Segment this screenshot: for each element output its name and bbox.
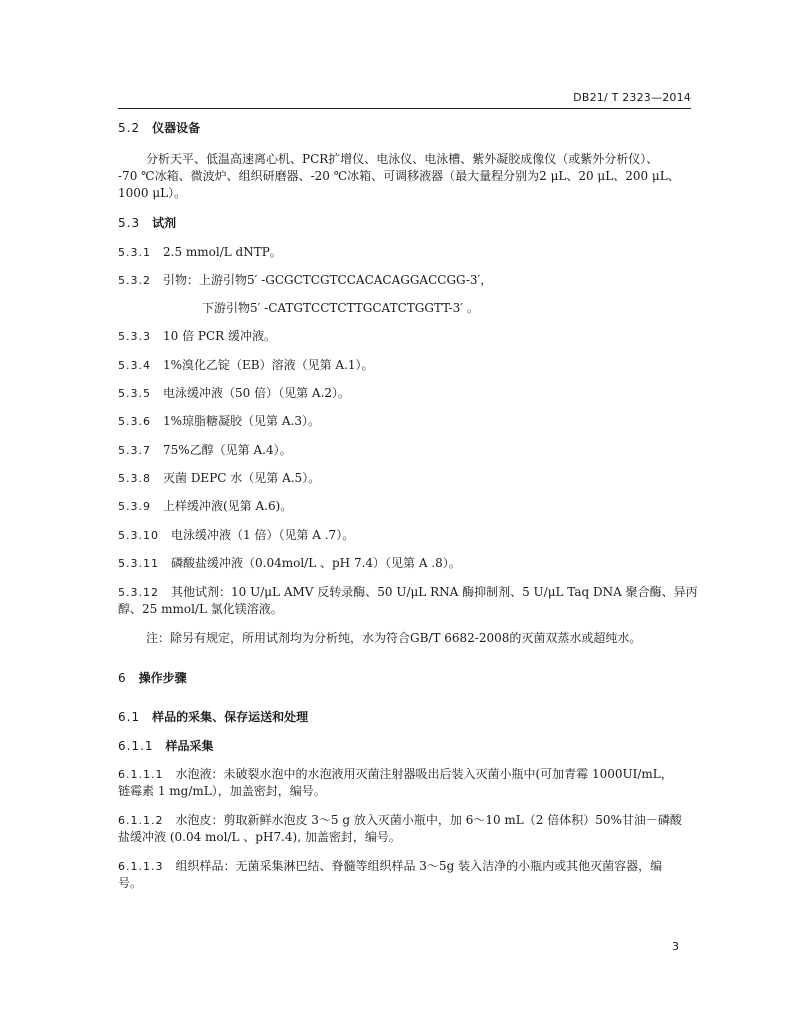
item-text: 水泡液：未破裂水泡中的水泡液用灭菌注射器吸出后装入灭菌小瓶中(可加青霉 1000UI/mL， bbox=[175, 767, 673, 781]
section-title: 仪器设备 bbox=[152, 121, 201, 135]
page-number: 3 bbox=[672, 940, 679, 953]
section-heading-6 bbox=[118, 670, 187, 686]
header-rule bbox=[118, 108, 691, 109]
item-text: 2.5 mmol/L dNTP。 bbox=[163, 245, 282, 259]
list-item bbox=[118, 244, 282, 261]
item-number: 6.1.1.2 bbox=[118, 814, 164, 827]
item-number: 5.3.9 bbox=[118, 500, 151, 513]
section-number: 5.2 bbox=[118, 121, 141, 135]
item-text: 10 倍 PCR 缓冲液。 bbox=[163, 329, 277, 343]
standard-code: DB21/ T 2323—2014 bbox=[573, 91, 691, 104]
item-number: 6.1.1.3 bbox=[118, 860, 164, 873]
section-number: 5.3 bbox=[118, 216, 141, 230]
section-title: 操作步骤 bbox=[138, 671, 187, 685]
item-number: 5.3.5 bbox=[118, 387, 151, 400]
section-title: 样品采集 bbox=[165, 739, 214, 753]
list-item bbox=[118, 442, 292, 459]
item-number: 5.3.8 bbox=[118, 472, 151, 485]
list-item bbox=[118, 413, 320, 430]
item-number: 5.3.7 bbox=[118, 444, 151, 457]
item-number: 5.3.6 bbox=[118, 415, 151, 428]
item-continuation: 号。 bbox=[118, 876, 143, 890]
list-item bbox=[118, 470, 320, 487]
item-number: 5.3.1 bbox=[118, 246, 151, 259]
section-heading-5-2 bbox=[118, 120, 200, 136]
section-title: 试剂 bbox=[152, 216, 177, 230]
item-text: 电泳缓冲液（1 倍）（见第 A .7）。 bbox=[171, 528, 355, 542]
list-item bbox=[118, 385, 350, 402]
item-number: 5.3.12 bbox=[118, 586, 159, 599]
list-item bbox=[118, 527, 354, 544]
item-text: 磷酸盐缓冲液（0.04mol/L 、pH 7.4）（见第 A .8）。 bbox=[171, 556, 461, 570]
list-item bbox=[118, 584, 698, 601]
item-text: 组织样品：无菌采集淋巴结、脊髓等组织样品 3～5g 装入洁净的小瓶内或其他灭菌容器，编 bbox=[175, 859, 663, 873]
item-text: 电泳缓冲液（50 倍）（见第 A.2）。 bbox=[163, 386, 351, 400]
list-item bbox=[118, 858, 662, 875]
section-heading-6-1-1 bbox=[118, 738, 214, 754]
item-number: 5.3.11 bbox=[118, 557, 159, 570]
item-number: 5.3.10 bbox=[118, 529, 159, 542]
list-item bbox=[118, 357, 374, 374]
item-number: 6.1.1.1 bbox=[118, 768, 164, 781]
list-item bbox=[118, 498, 292, 515]
section-number: 6.1 bbox=[118, 710, 141, 724]
item-text: 引物：上游引物5′ -GCGCTCGTCCACACAGGACCGG-3′， bbox=[163, 273, 493, 287]
list-item bbox=[118, 812, 682, 829]
paragraph-line: 分析天平、低温高速离心机、PCR扩增仪、电泳仪、电泳槽、紫外凝胶成像仪（或紫外分析仪）、 bbox=[146, 152, 659, 166]
item-number: 5.3.3 bbox=[118, 330, 151, 343]
item-number: 5.3.2 bbox=[118, 274, 151, 287]
section-heading-5-3 bbox=[118, 215, 176, 231]
item-continuation: 醇、25 mmol/L 氯化镁溶液。 bbox=[118, 602, 283, 616]
item-continuation: 下游引物5′ -CATGTCCTCTTGCATCTGGTT-3′ 。 bbox=[202, 301, 479, 315]
list-item bbox=[118, 328, 276, 345]
section-number: 6 bbox=[118, 671, 127, 685]
item-text: 灭菌 DEPC 水（见第 A.5）。 bbox=[163, 471, 321, 485]
item-text: 1%琼脂糖凝胶（见第 A.3）。 bbox=[163, 414, 320, 428]
item-number: 5.3.4 bbox=[118, 359, 151, 372]
item-text: 75%乙醇（见第 A.4）。 bbox=[163, 443, 292, 457]
note: 注：除另有规定，所用试剂均为分析纯，水为符合GB/T 6682-2008的灭菌双蒸水或超纯水。 bbox=[146, 631, 642, 645]
item-text: 1%溴化乙锭（EB）溶液（见第 A.1）。 bbox=[163, 358, 374, 372]
item-continuation: 盐缓冲液 (0.04 mol/L 、pH7.4), 加盖密封，编号。 bbox=[118, 830, 401, 844]
list-item bbox=[118, 555, 461, 572]
list-item bbox=[118, 272, 492, 289]
list-item bbox=[118, 766, 673, 783]
item-text: 其他试剂：10 U/μL AMV 反转录酶、50 U/μL RNA 酶抑制剂、5 U/μL Taq DNA 聚合酶、异丙 bbox=[171, 585, 698, 599]
item-text: 上样缓冲液(见第 A.6)。 bbox=[163, 499, 293, 513]
section-number: 6.1.1 bbox=[118, 739, 154, 753]
paragraph-line: 1000 μL）。 bbox=[118, 186, 187, 200]
item-continuation: 链霉素 1 mg/mL），加盖密封，编号。 bbox=[118, 784, 326, 798]
item-text: 水泡皮：剪取新鲜水泡皮 3～5 g 放入灭菌小瓶中，加 6～10 mL（2 倍体积）50%甘油－磷酸 bbox=[175, 813, 682, 827]
section-title: 样品的采集、保存运送和处理 bbox=[152, 710, 309, 724]
section-heading-6-1 bbox=[118, 709, 308, 725]
paragraph-line: -70 ℃冰箱、微波炉、组织研磨器、-20 ℃冰箱、可调移液器（最大量程分别为2 μL、20 μL、200 μL、 bbox=[118, 169, 680, 183]
